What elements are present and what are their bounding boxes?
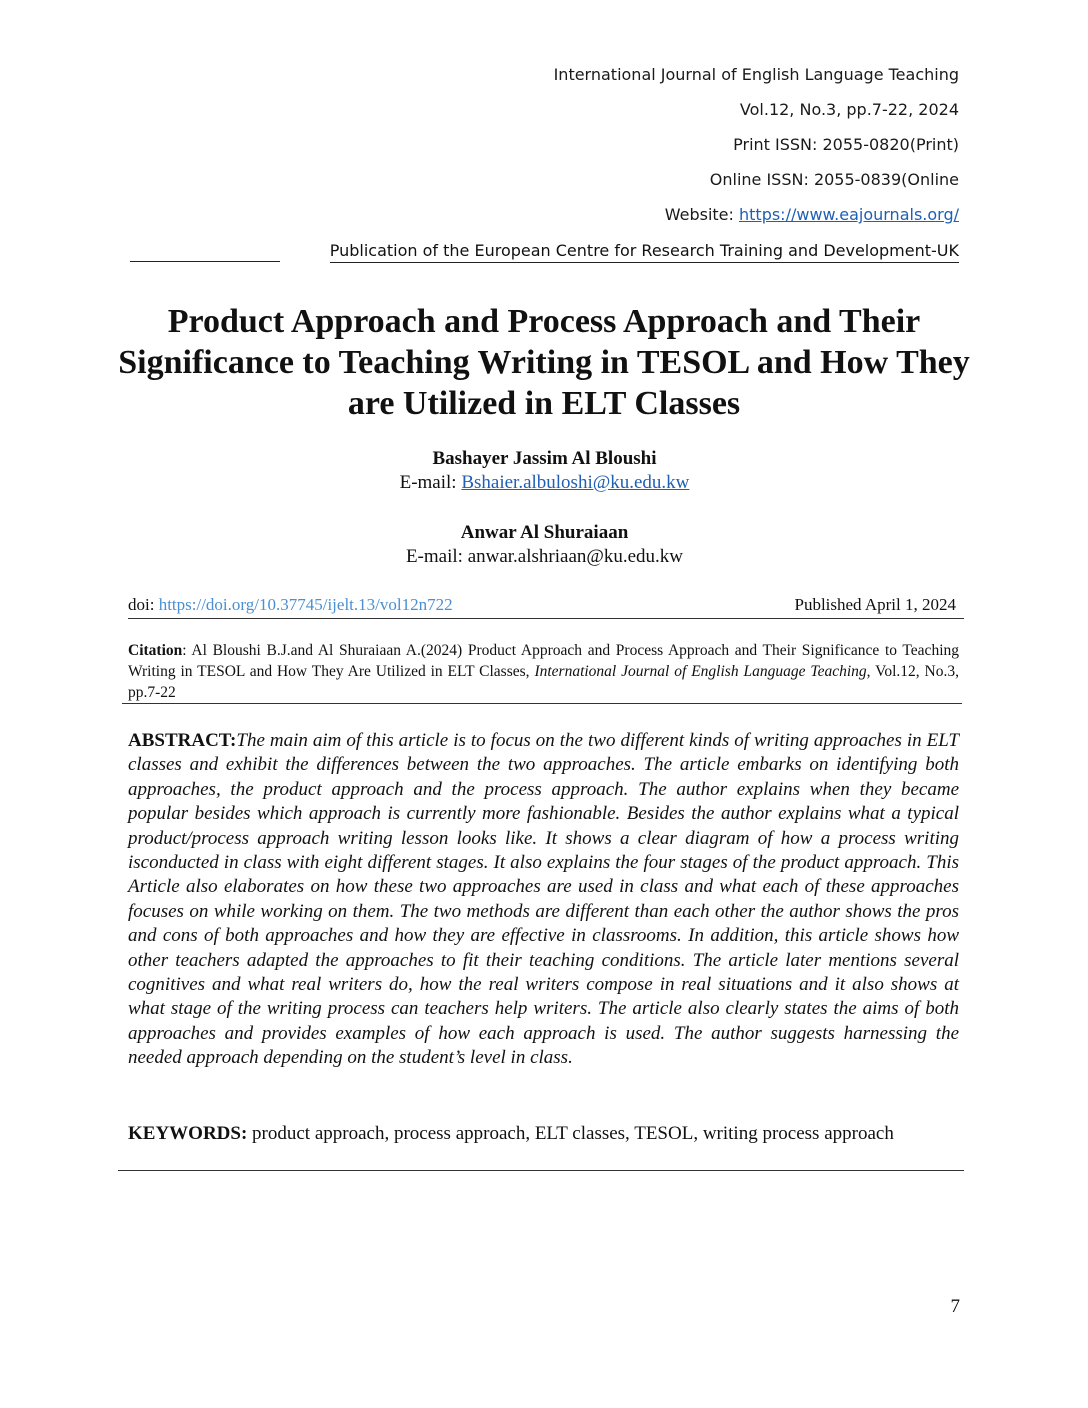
doi-row [128, 594, 964, 619]
author-block-1 [130, 447, 959, 495]
keywords [128, 1121, 959, 1146]
journal-header [130, 64, 959, 239]
keywords-text: product approach, process approach, ELT classes, TESOL, writing process approach [247, 1123, 894, 1144]
author-email-line [130, 545, 959, 569]
author-email-link[interactable]: Bshaier.albuloshi@ku.edu.kw [461, 472, 690, 493]
citation-label: Citation [128, 642, 183, 659]
abstract [128, 729, 959, 1071]
published-date: Published April 1, 2024 [794, 595, 956, 614]
abstract-label: ABSTRACT: [128, 730, 237, 751]
print-issn: Print ISSN: 2055-0820(Print) [733, 135, 959, 154]
doi-link[interactable]: https://doi.org/10.37745/ijelt.13/vol12n722 [158, 595, 453, 614]
publisher-text: Publication of the European Centre for Research Training and Development-UK [330, 240, 959, 263]
page-number: 7 [950, 1296, 960, 1317]
journal-name: International Journal of English Language Teaching [553, 65, 959, 84]
website-line [130, 204, 959, 239]
citation-divider [122, 703, 962, 704]
citation-text: : Al Bloushi B.J.and Al Shuraiaan A.(2024) Product Approach and Process Approach and Their Significance to Teaching Writing in TESOL and How They Are Utilized in ELT Classes, [128, 642, 959, 680]
email-label: E-mail: [399, 472, 462, 493]
author-email: anwar.alshriaan@ku.edu.kw [467, 546, 684, 567]
author-name: Anwar Al Shuraiaan [460, 522, 629, 543]
citation [128, 640, 959, 703]
keywords-label: KEYWORDS: [128, 1123, 248, 1144]
paper-title: Product Approach and Process Approach and Their Significance to Teaching Writing in TESOL and How They are Utilized in ELT Classes [118, 303, 970, 422]
online-issn: Online ISSN: 2055-0839(Online [709, 170, 959, 189]
website-label: Website: [664, 205, 739, 224]
abstract-text: The main aim of this article is to focus on the two different kinds of writing approaches in ELT classes and exhibit the differences between the two approaches. The article embarks on identifying both approaches, the product approach and the process approach. The author explains when they became popular besides which approach is currently more fashionable. Besides the author explains what a typical product/process approach writing lesson looks like. It shows a clear diagram of how a process writing isconducted in class with eight different stages. It also explains the four stages of the product approach. This Article also elaborates on how these two approaches are used in class and what each of these approaches focuses on while working on them. The two methods are different than each other the author shows the pros and cons of both approaches and how they are effective in classrooms. In addition, this article shows how other teachers adapted the approaches to fit their teaching conditions. The article later mentions several cognitives and what real writers do, how the real writers compose in real situations and it also shows at what stage of the writing process can teachers help writers. The article also clearly states the aims of both approaches and provides examples of how each approach is used. The author suggests harnessing the needed approach depending on the student’s level in class. [128, 730, 959, 1069]
website-link[interactable]: https://www.eajournals.org/ [739, 205, 959, 224]
author-email-line [130, 471, 959, 495]
email-label: E-mail: [405, 546, 468, 567]
publisher-row [130, 240, 959, 264]
author-block-2 [130, 521, 959, 569]
journal-volume: Vol.12, No.3, pp.7-22, 2024 [739, 100, 959, 119]
keywords-divider [118, 1170, 964, 1171]
citation-journal: International Journal of English Language Teaching [534, 663, 867, 680]
citation-tail: , Vol.12, No.3, pp.7-22 [128, 663, 959, 701]
publisher-rule [130, 261, 280, 262]
author-name: Bashayer Jassim Al Bloushi [432, 448, 657, 469]
doi-label: doi: [128, 595, 159, 614]
